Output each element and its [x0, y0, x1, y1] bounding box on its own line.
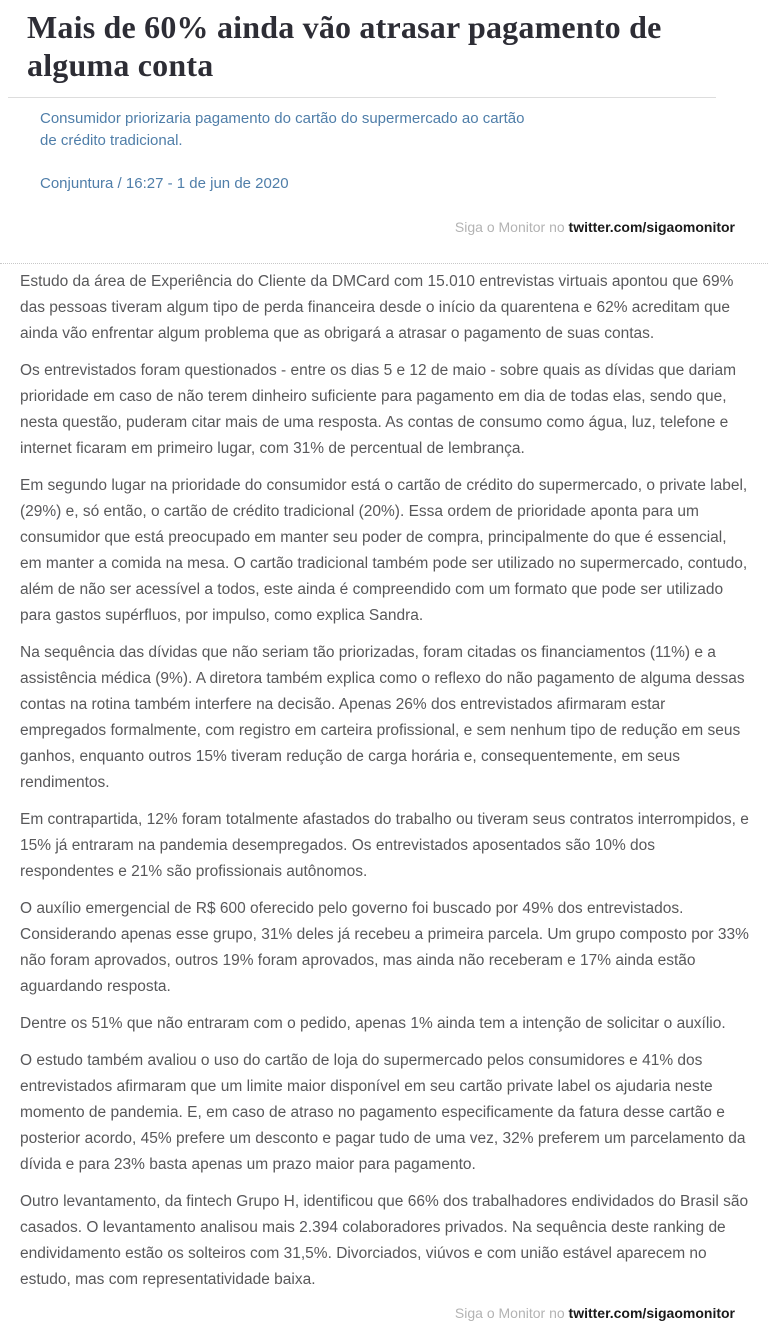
- paragraph: Estudo da área de Experiência do Cliente da DMCard com 15.010 entrevistas virtuais apontou que 69% das pessoas tiveram algum tipo de perda financeira desde o início da quarentena e 62% acreditam que ainda vão enfrentar algum problema que as obrigará a atrasar o pagamento de suas contas.: [20, 273, 734, 342]
- article-meta: [40, 174, 768, 194]
- paragraph: Outro levantamento, da fintech Grupo H, identificou que 66% dos trabalhadores endividados do Brasil são casados. O levantamento analisou mais 2.394 colaboradores privados. Na sequência deste ranking de endividamento estão os solteiros com 31,5%. Divorciados, viúvos e com união estável aparecem no estudo, mas com representatividade baixa.: [20, 1193, 749, 1288]
- paragraph: O auxílio emergencial de R$ 600 oferecido pelo governo foi buscado por 49% dos entrevistados. Considerando apenas esse grupo, 31% deles já recebeu a primeira parcela. Um grupo composto por 33% não foram aprovados, outros 19% foram aprovados, mas ainda não receberam e 17% ainda estão aguardando resposta.: [20, 900, 749, 995]
- twitter-link[interactable]: twitter.com/sigaomonitor: [568, 219, 735, 235]
- meta-separator: /: [113, 175, 126, 192]
- title-divider: [8, 97, 716, 98]
- category-link[interactable]: Conjuntura: [40, 175, 114, 192]
- paragraph: Em segundo lugar na prioridade do consumidor está o cartão de crédito do supermercado, o private label, (29%) e, só então, o cartão de crédito tradicional (20%). Essa ordem de prioridade aponta para um consumidor que está preocupado em manter seu poder de compra, principalmente do que é essencial, em manter a comida na mesa. O cartão tradicional também pode ser utilizado no supermercado, contudo, além de não ser acessível a todos, este ainda é compreendido com um formato que pode ser utilizado para gastos supérfluos, por impulso, como explica Sandra.: [20, 477, 748, 624]
- follow-line-bottom: [0, 1304, 735, 1322]
- article-page: [0, 8, 768, 1322]
- paragraph: O estudo também avaliou o uso do cartão de loja do supermercado pelos consumidores e 41% dos entrevistados afirmaram que um limite maior disponível em seu cartão private label os ajudaria neste momento de pandemia. E, em caso de atraso no pagamento especificamente da fatura desse cartão e posterior acordo, 45% prefere um desconto e pagar tudo de uma vez, 32% preferem um parcelamento da dívida e para 23% basta apenas um prazo maior para pagamento.: [20, 1052, 746, 1173]
- article-body: [20, 264, 752, 1293]
- paragraph: Em contrapartida, 12% foram totalmente afastados do trabalho ou tiveram seus contratos interrompidos, e 15% já entraram na pandemia desempregados. Os entrevistados aposentados são 10% dos respondentes e 21% são profissionais autônomos.: [20, 811, 749, 880]
- follow-line-top: [0, 218, 735, 236]
- paragraph: Na sequência das dívidas que não seriam tão priorizadas, foram citadas os financiamentos (11%) e a assistência médica (9%). A diretora também explica como o reflexo do não pagamento de alguma dessas contas na rotina também interfere na decisão. Apenas 26% dos entrevistados afirmaram estar empregados formalmente, com registro em carteira profissional, e sem nenhum tipo de redução em seus ganhos, enquanto outros 15% tiveram redução de carga horária e, consequentemente, em seus rendimentos.: [20, 644, 745, 791]
- paragraph: Dentre os 51% que não entraram com o pedido, apenas 1% ainda tem a intenção de solicitar o auxílio.: [20, 1015, 726, 1032]
- article-subtitle: Consumidor priorizaria pagamento do cartão do supermercado ao cartão de crédito tradicional.: [40, 110, 525, 149]
- article-title: Mais de 60% ainda vão atrasar pagamento de alguma conta: [27, 9, 662, 83]
- paragraph: Os entrevistados foram questionados - entre os dias 5 e 12 de maio - sobre quais as dívidas que dariam prioridade em caso de não terem dinheiro suficiente para pagamento em dia de todas elas, sendo que, nesta questão, puderam citar mais de uma resposta. As contas de consumo como água, luz, telefone e internet ficaram em primeiro lugar, com 31% de percentual de lembrança.: [20, 362, 736, 457]
- twitter-link[interactable]: twitter.com/sigaomonitor: [568, 1305, 735, 1321]
- follow-prefix: Siga o Monitor no: [454, 219, 569, 235]
- follow-prefix: Siga o Monitor no: [454, 1305, 569, 1321]
- meta-timestamp: 16:27 - 1 de jun de 2020: [125, 175, 289, 192]
